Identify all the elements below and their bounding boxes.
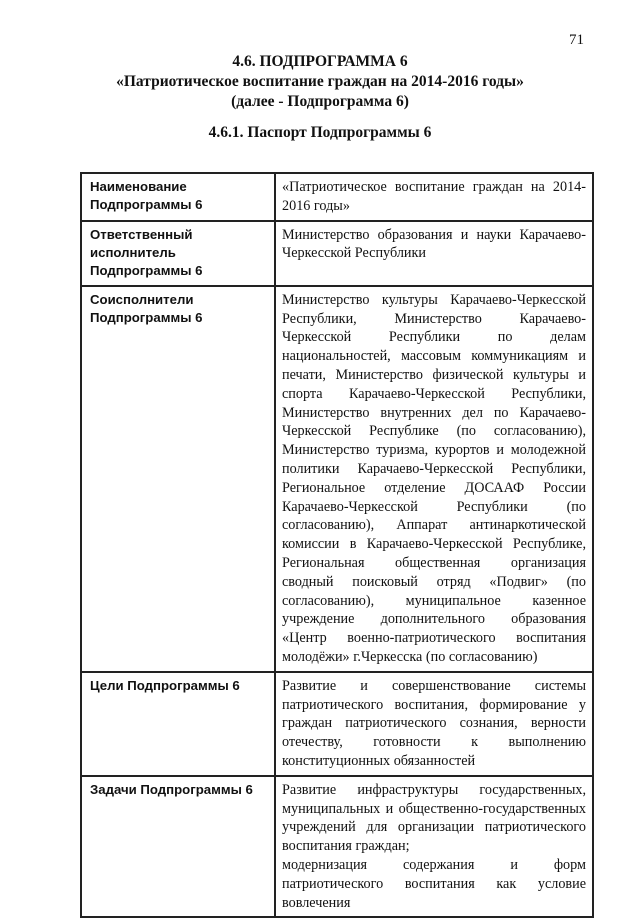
page-number: 71 [569,32,584,48]
row-value: «Патриотическое воспитание граждан на 2014-2016 годы» [275,173,593,221]
passport-table [80,172,594,918]
table-row [81,221,593,286]
row-label: Ответственный исполнитель Подпрограммы 6 [81,221,275,286]
row-label: Наименование Подпрограммы 6 [81,173,275,221]
heading-line-3: (далее - Подпрограмма 6) [231,93,409,110]
row-value: Развитие и совершенствование системы патриотического воспитания, формирование у граждан патриотического сознания, верности отечеству, готовности к выполнению конституционных обязанностей [275,672,593,776]
table-row [81,286,593,672]
row-value: Министерство образования и науки Карачаево-Черкесской Республики [275,221,593,286]
row-value: Министерство культуры Карачаево-Черкесской Республики, Министерство Карачаево-Черкесской Республики по делам национальностей, массовым коммуникациям и печати, Министерство физической культуры и спорта Карачаево-Черкесской Республики, Министерство внутренних дел по Карачаево-Черкесской Республике (по согласованию), Министерство туризма, курортов и молодежной политики Карачаево-Черкесской Республики, Региональное отделение ДОСААФ России Карачаево-Черкесской Республики (по согласованию), Аппарат антинаркотической комиссии в Карачаево-Черкесской Республике, Региональная общественная организация сводный поисковый отряд «Подвиг» (по согласованию), муниципальное казенное учреждение дополнительного образования «Центр военно-патриотического воспитания молодёжи» г.Черкесска (по согласованию) [275,286,593,672]
table-row [81,173,593,221]
row-label: Соисполнители Подпрограммы 6 [81,286,275,672]
row-value [275,776,593,918]
section-title: 4.6.1. Паспорт Подпрограммы 6 [208,124,432,141]
heading-line-2: «Патриотическое воспитание граждан на 2014-2016 годы» [116,73,524,90]
row-label: Задачи Подпрограммы 6 [81,776,275,918]
task-line-1: Развитие инфраструктуры государственных, муниципальных и общественно-государственных учреждений для организации патриотического воспитания граждан; [282,781,586,855]
table-row [81,776,593,918]
table-row [81,672,593,776]
subprogram-heading [0,52,640,112]
heading-line-1: 4.6. ПОДПРОГРАММА 6 [232,53,408,70]
task-line-2: модернизация содержания и форм патриотического воспитания как условие вовлечения [282,856,586,911]
row-label: Цели Подпрограммы 6 [81,672,275,776]
